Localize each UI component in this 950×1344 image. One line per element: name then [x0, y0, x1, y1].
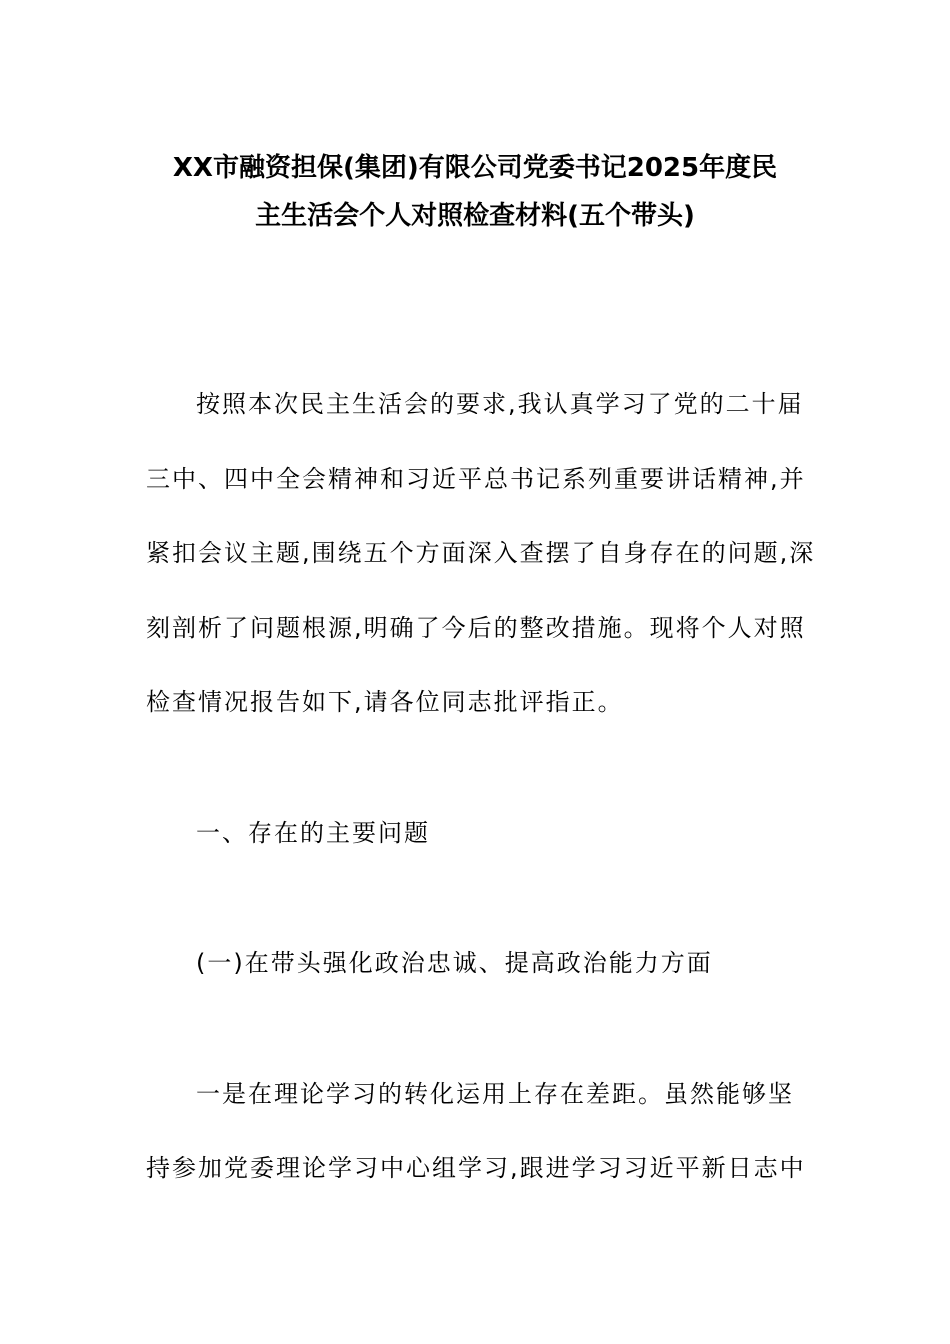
intro-line-5: 检查情况报告如下,请各位同志批评指正。 [146, 688, 624, 716]
document-title-line-1: XX市融资担保(集团)有限公司党委书记2025年度民 [172, 153, 778, 183]
intro-line-3: 紧扣会议主题,围绕五个方面深入查摆了自身存在的问题,深 [146, 539, 816, 567]
intro-line-1: 按照本次民主生活会的要求,我认真学习了党的二十届 [196, 390, 804, 418]
intro-line-2: 三中、四中全会精神和习近平总书记系列重要讲话精神,并 [146, 465, 806, 493]
document-title-line-2: 主生活会个人对照检查材料(五个带头) [255, 201, 695, 231]
subsection-heading-1: (一)在带头强化政治忠诚、提高政治能力方面 [196, 949, 713, 977]
paragraph-line-2: 持参加党委理论学习中心组学习,跟进学习习近平新日志中 [146, 1154, 806, 1182]
paragraph-line-1: 一是在理论学习的转化运用上存在差距。虽然能够坚 [196, 1080, 794, 1108]
intro-line-4: 刻剖析了问题根源,明确了今后的整改措施。现将个人对照 [146, 614, 806, 642]
section-heading-1: 一、存在的主要问题 [196, 819, 430, 847]
